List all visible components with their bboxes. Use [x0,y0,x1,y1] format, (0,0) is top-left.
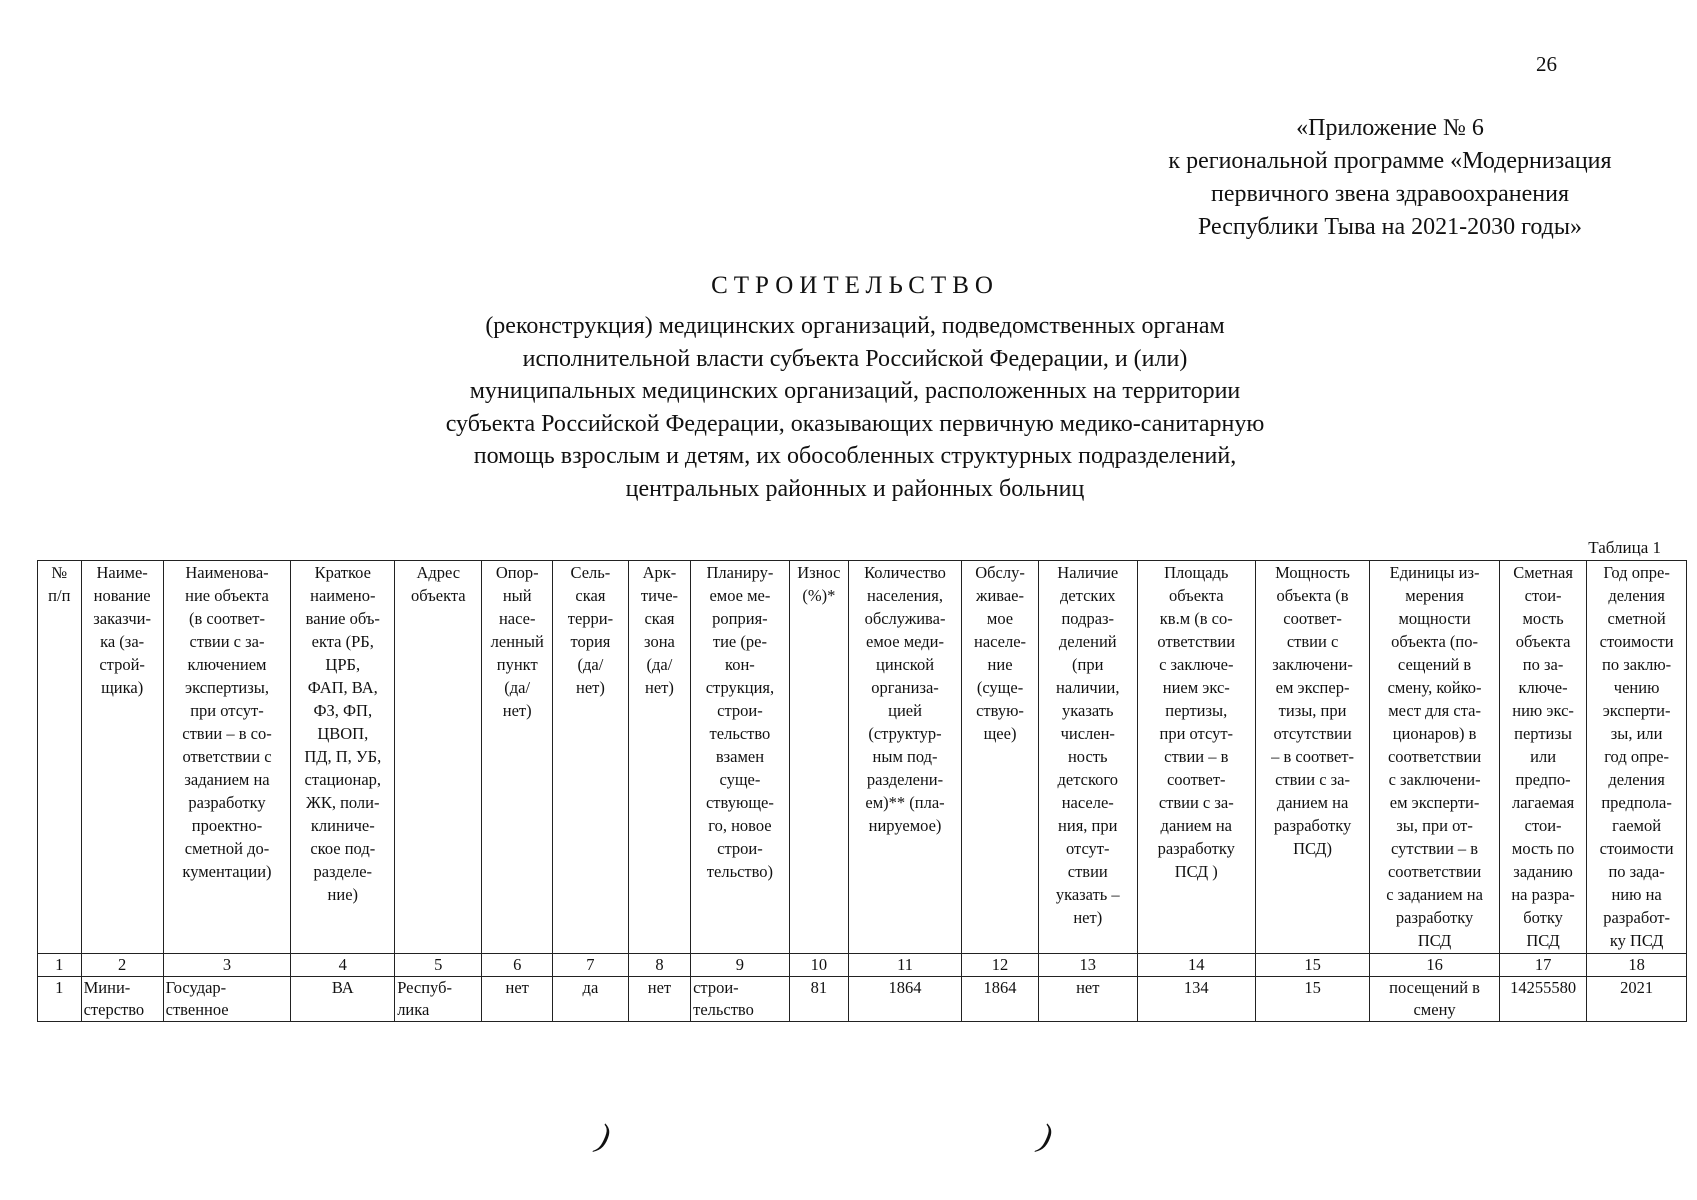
cell-line: ный [502,586,532,605]
table-cell [1255,977,1369,1022]
cell-line: нет [1076,978,1100,997]
column-number: 11 [848,954,961,977]
cell-line: посещений в [1389,978,1480,997]
column-number: 13 [1038,954,1137,977]
cell-line: (структур- [868,724,942,743]
column-number: 6 [482,954,553,977]
cell-line: ка (за- [100,632,145,651]
cell-line: лика [397,1000,430,1019]
column-number: 2 [81,954,163,977]
cell-line: (да/ [577,655,604,674]
cell-line: нию экс- [1512,701,1574,720]
cell-line: наличии, [1056,678,1120,697]
cell-line: тория [570,632,611,651]
subtitle-line: (реконструкция) медицинских организаций, подведомственных органам [485,313,1225,339]
cell-line: соответствии [1387,747,1482,766]
cell-line: стационар, [304,770,382,789]
cell-line: сещений в [1397,655,1472,674]
table-cell [1038,977,1137,1022]
column-number: 10 [789,954,848,977]
subtitle-line: исполнительной власти субъекта Российской Федерации, и (или) [522,345,1188,372]
column-number: 9 [691,954,790,977]
cell-line: объекта (в [1276,586,1349,605]
cell-line: мость по [1511,839,1575,858]
cell-line: эксперти- [1602,701,1671,720]
cell-line: Наличие [1057,563,1119,582]
cell-line: нет) [502,701,532,720]
cell-line: при отсут- [190,701,264,720]
cell-line: взамен [715,747,765,766]
cell-line: Адрес [416,563,461,582]
cell-line: смену [1413,1000,1456,1019]
scan-mark: ) [1035,1117,1056,1156]
cell-line: ЖК, поли- [306,793,380,812]
cell-line: Единицы из- [1389,563,1480,582]
column-header-13 [1038,561,1137,954]
cell-line: мощности [1398,609,1471,628]
cell-line: суще- [719,770,761,789]
cell-line: ская [644,609,675,628]
cell-line: наимено- [310,586,376,605]
cell-line: разработку [1395,908,1474,927]
cell-line: – в соответ- [1271,747,1354,766]
cell-line: смену, койко- [1387,678,1482,697]
column-header-3 [163,561,291,954]
table-cell [1137,977,1255,1022]
cell-line: Краткое [314,563,371,582]
cell-line: ствующе- [705,793,774,812]
cell-line: ствии [1067,862,1108,881]
column-number: 12 [962,954,1039,977]
subtitle-line: муниципальных медицинских организаций, расположенных на территории [469,378,1241,404]
cell-line: роприя- [712,609,768,628]
cell-line: с заключе- [1159,655,1234,674]
cell-line: сметной до- [184,839,270,858]
cell-line: тиче- [640,586,679,605]
table-cell [1499,977,1586,1022]
page-number: 26 [1536,52,1557,76]
cell-line: ственное [165,1000,229,1019]
column-number: 14 [1137,954,1255,977]
cell-line: нию на [1611,885,1662,904]
cell-line: ние) [327,885,359,904]
cell-line: Площадь [1164,563,1229,582]
cell-line: ключением [187,655,267,674]
cell-line: отсутствии [1273,724,1352,743]
column-number: 3 [163,954,291,977]
cell-line: при отсут- [1159,724,1234,743]
column-header-7 [553,561,629,954]
cell-line: ствии с за- [1158,793,1234,812]
table-cell [1370,977,1500,1022]
cell-line: екта (РБ, [311,632,374,651]
cell-line: объекта [1168,586,1224,605]
cell-line: разработку [188,793,266,812]
cell-line: Сметная [1513,563,1573,582]
cell-line: ем экспер- [1275,678,1350,697]
cell-line: на разра- [1511,885,1575,904]
cell-line: ское под- [310,839,376,858]
cell-line: цией [888,701,922,720]
cell-line: пункт [496,655,538,674]
column-number: 15 [1255,954,1369,977]
table-cell [81,977,163,1022]
cell-line: 2021 [1620,978,1654,997]
cell-line: тельство) [706,862,774,881]
column-header-18 [1587,561,1687,954]
column-header-5 [395,561,482,954]
cell-line: № [51,563,68,582]
cell-line: нет) [575,678,605,697]
column-header-1 [38,561,82,954]
cell-line: деления [1608,770,1665,789]
cell-line: Мощность [1275,563,1350,582]
cell-line: отсут- [1066,839,1110,858]
subtitle-line: субъекта Российской Федерации, оказывающих первичную медико-санитарную [445,410,1265,437]
cell-line: по за- [1522,655,1564,674]
table-cell [163,977,291,1022]
construction-table [37,560,1687,1022]
cell-line: соответ- [1166,770,1226,789]
cell-line: мость [1522,609,1564,628]
cell-line: тие (ре- [712,632,767,651]
cell-line: мерения [1405,586,1464,605]
cell-line: кументации) [182,862,272,881]
cell-line: (при [1072,655,1104,674]
cell-line: объекта [1515,632,1571,651]
cell-line: насе- [498,609,536,628]
cell-line: Обслу- [975,563,1025,582]
cell-line: зона [644,632,675,651]
cell-line: щика) [101,678,144,697]
cell-line: ЦРБ, [325,655,361,674]
cell-line: организа- [871,678,939,697]
column-number: 1 [38,954,82,977]
cell-line: ность [1067,747,1108,766]
cell-line: детского [1057,770,1118,789]
cell-line: Опор- [495,563,539,582]
cell-line: ствии с [1286,632,1339,651]
cell-line: ЦВОП, [317,724,369,743]
cell-line: деления [1608,586,1665,605]
cell-line: Износ [797,563,841,582]
cell-line: ботку [1523,908,1563,927]
cell-line: емое ме- [709,586,771,605]
cell-line: ФАП, ВА, [307,678,378,697]
cell-line: ПСД [1526,931,1560,950]
cell-line: предпола- [1601,793,1672,812]
cell-line: по заклю- [1602,655,1672,674]
table-cell [38,977,82,1022]
cell-line: п/п [48,586,71,605]
cell-line: обслужива- [864,609,946,628]
cell-line: ская [575,586,606,605]
cell-line: ключе- [1518,678,1568,697]
cell-line: стои- [1524,586,1562,605]
subtitle-line: центральных районных и районных больниц [625,475,1085,502]
cell-line: разделе- [313,862,373,881]
cell-line: Наименова- [185,563,269,582]
cell-line: клиниче- [310,816,375,835]
cell-line: ствии – в [1164,747,1229,766]
cell-line: стоимости [1599,839,1674,858]
cell-line: Мини- [83,978,131,997]
cell-line: соответствии [1387,862,1482,881]
cell-line: лагаемая [1511,793,1575,812]
cell-line: гаемой [1612,816,1662,835]
cell-line: стерство [83,1000,145,1019]
column-number: 7 [553,954,629,977]
cell-line: 1864 [888,978,922,997]
cell-line: числен- [1060,724,1115,743]
column-header-17 [1499,561,1586,954]
table-cell [482,977,553,1022]
table-row [38,977,1687,1022]
appendix-line: Республики Тыва на 2021-2030 годы» [1197,214,1583,240]
cell-line: указать – [1055,885,1120,904]
cell-line: детских [1059,586,1116,605]
cell-line: ем эксперти- [1389,793,1480,812]
cell-line: нет [505,978,529,997]
column-header-2 [81,561,163,954]
cell-line: тельство [709,724,771,743]
cell-line: год опре- [1604,747,1669,766]
cell-line: делений [1058,632,1117,651]
cell-line: данием на [1276,793,1349,812]
table-cell [1587,977,1687,1022]
column-number: 5 [395,954,482,977]
cell-line: соответ- [1283,609,1342,628]
table-label: Таблица 1 [1588,538,1661,557]
cell-line: Арк- [642,563,677,582]
table-cell [395,977,482,1022]
cell-line: населе- [1061,793,1114,812]
cell-line: кон- [725,655,755,674]
cell-line: экспертизы, [185,678,269,697]
cell-line: с заключени- [1388,770,1481,789]
appendix-line: первичного звена здравоохранения [1210,181,1569,207]
cell-line: Планиру- [706,563,774,582]
appendix-line: «Приложение № 6 [1296,115,1484,141]
column-number: 16 [1370,954,1500,977]
table-cell [553,977,629,1022]
cell-line: строи- [717,839,763,858]
document-title: СТРОИТЕЛЬСТВО [711,272,999,299]
cell-line: ФЗ, ФП, [313,701,373,720]
cell-line: цинской [875,655,935,674]
column-header-15 [1255,561,1369,954]
cell-line: тизы, при [1278,701,1347,720]
cell-line: нируемое) [868,816,942,835]
cell-line: или [1530,747,1557,766]
cell-line: вание объ- [305,609,380,628]
cell-line: ствии – в со- [182,724,272,743]
cell-line: мое [986,609,1014,628]
cell-line: ответствии [1157,632,1236,651]
column-header-11 [848,561,961,954]
cell-line: ем)** (пла- [865,793,945,812]
cell-line: нет) [645,678,674,697]
cell-line: зы, или [1610,724,1663,743]
column-header-16 [1370,561,1500,954]
column-number: 17 [1499,954,1586,977]
table-cell [691,977,790,1022]
column-header-6 [482,561,553,954]
column-number-row [38,954,1687,977]
cell-line: 14255580 [1510,978,1577,997]
cell-line: (суще- [976,678,1024,697]
column-header-12 [962,561,1039,954]
cell-line: заключени- [1272,655,1353,674]
cell-line: заданием на [184,770,270,789]
cell-line: разработку [1157,839,1235,858]
cell-line: зы, при от- [1396,816,1473,835]
cell-line: 81 [810,978,828,997]
cell-line: ние объекта [185,586,269,605]
cell-line: ным под- [872,747,938,766]
cell-line: Год опре- [1603,563,1670,582]
cell-line: заказчи- [93,609,151,628]
cell-line: заданию [1513,862,1573,881]
column-header-10 [789,561,848,954]
cell-line: строи- [693,978,739,997]
cell-line: (в соответ- [189,609,265,628]
cell-line: разработку [1273,816,1352,835]
cell-line: живае- [976,586,1024,605]
column-number: 18 [1587,954,1687,977]
cell-line: указать [1062,701,1114,720]
cell-line: населе- [973,632,1027,651]
cell-line: да [582,978,599,997]
cell-line: Сель- [570,563,611,582]
table-cell [848,977,961,1022]
cell-line: разработ- [1603,908,1670,927]
table-body [38,977,1687,1022]
cell-line: ответствии с [182,747,272,766]
cell-line: пертизы [1514,724,1572,743]
cell-line: сутствии – в [1391,839,1479,858]
appendix-line: к региональной программе «Модернизация [1168,148,1612,174]
cell-line: нет [647,978,672,997]
cell-line: подраз- [1061,609,1115,628]
cell-line: ние [987,655,1013,674]
table-cell [628,977,690,1022]
column-number: 8 [628,954,690,977]
cell-line: предпо- [1515,770,1571,789]
cell-line: объекта (по- [1391,632,1478,651]
column-header-9 [691,561,790,954]
cell-line: (да/ [504,678,531,697]
cell-line: проектно- [191,816,263,835]
cell-line: нет) [1073,908,1103,927]
table-cell [962,977,1039,1022]
cell-line: щее) [983,724,1017,743]
cell-line: ствии с за- [189,632,265,651]
column-header-14 [1137,561,1255,954]
cell-line: тельство [693,1000,754,1019]
cell-line: разделени- [866,770,944,789]
table-cell [789,977,848,1022]
cell-line: Количество [864,563,946,582]
cell-line: го, новое [708,816,772,835]
cell-line: терри- [567,609,614,628]
column-header-4 [291,561,395,954]
cell-line: стоимости [1599,632,1674,651]
document-subtitle [300,310,1410,505]
cell-line: ПСД [1417,931,1452,950]
cell-line: стои- [1524,816,1562,835]
table-cell [291,977,395,1022]
cell-line: нием экс- [1162,678,1230,697]
cell-line: с заданием на [1386,885,1483,904]
cell-line: ВА [331,978,354,997]
cell-line: строй- [99,655,145,674]
cell-line: ствии с за- [1275,770,1351,789]
cell-line: нование [93,586,151,605]
cell-line: ционаров) в [1392,724,1477,743]
cell-line: строи- [717,701,763,720]
scan-mark: ) [593,1117,614,1156]
cell-line: ПСД ) [1174,862,1218,881]
cell-line: мест для ста- [1388,701,1481,720]
cell-line: (%)* [802,586,836,605]
cell-line: ния, при [1058,816,1118,835]
cell-line: струкция, [705,678,775,697]
cell-line: кв.м (в со- [1159,609,1233,628]
cell-line: ленный [490,632,544,651]
cell-line: ПД, П, УБ, [304,747,382,766]
cell-line: емое меди- [866,632,944,651]
cell-line: по зада- [1608,862,1665,881]
cell-line: ПСД) [1293,839,1332,858]
cell-line: ку ПСД [1609,931,1664,950]
table-header-row [38,561,1687,954]
cell-line: 134 [1183,978,1209,997]
cell-line: Наиме- [96,563,148,582]
column-number: 4 [291,954,395,977]
appendix-heading [1110,112,1670,244]
cell-line: населения, [867,586,943,605]
cell-line: ствую- [976,701,1024,720]
cell-line: объекта [410,586,466,605]
cell-line: сметной [1607,609,1666,628]
cell-line: Государ- [165,978,227,997]
cell-line: Респуб- [397,978,452,997]
subtitle-line: помощь взрослым и детям, их обособленных структурных подразделений, [473,443,1237,469]
cell-line: данием на [1160,816,1232,835]
cell-line: (да/ [646,655,673,674]
cell-line: пертизы, [1165,701,1228,720]
cell-line: 15 [1304,978,1321,997]
cell-line: 1 [55,978,64,997]
cell-line: чению [1613,678,1660,697]
column-header-8 [628,561,690,954]
cell-line: 1864 [983,978,1017,997]
